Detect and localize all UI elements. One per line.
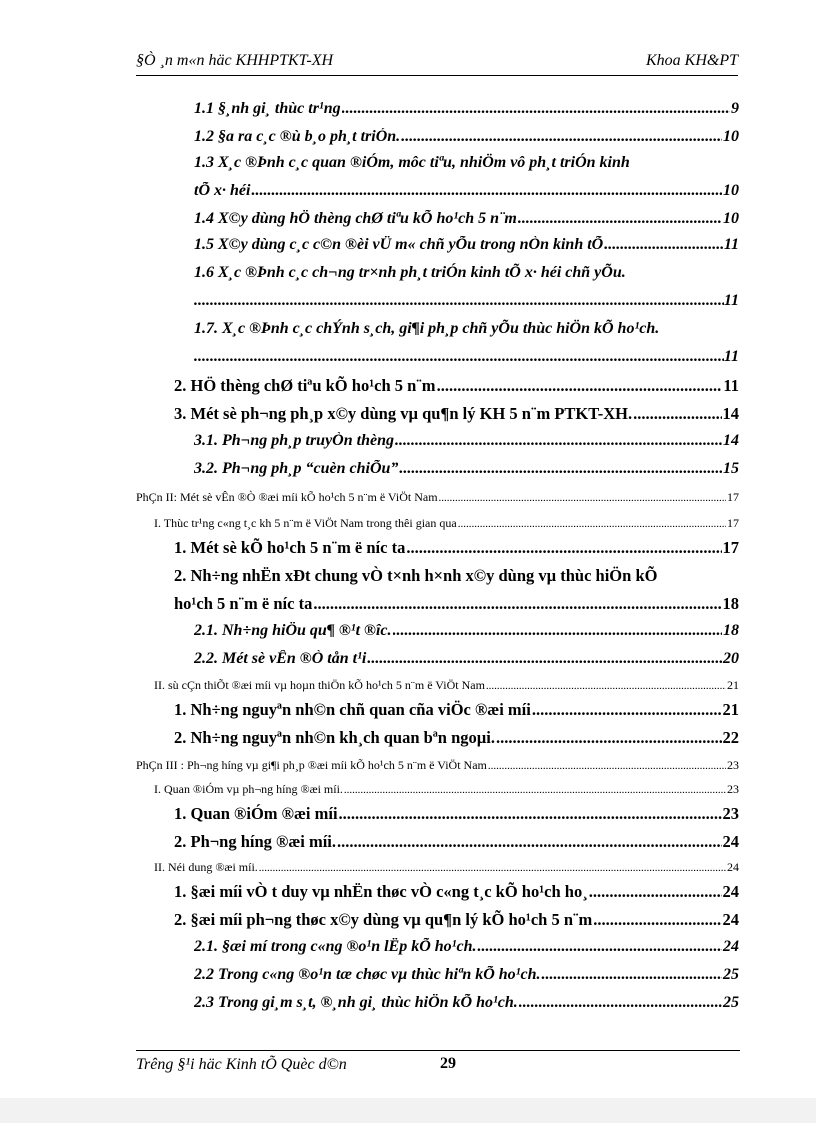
- toc-entry-continued[interactable]: tÕ x· héi ..... 10: [194, 182, 739, 200]
- toc-page-number: 24: [723, 938, 739, 955]
- toc-entry-continued[interactable]: ho¹ch 5 n¨m ë níc ta ..... 18: [174, 594, 739, 614]
- toc-entry[interactable]: 2. §æi míi ph¬ng thøc x©y dùng vµ qu¶n lý kÕ ho¹ch 5 n¨m ..... 24: [174, 910, 739, 930]
- footer-university: Trêng §¹i häc Kinh tÕ Quèc d©n: [136, 1056, 347, 1073]
- toc-entry[interactable]: 1.1 §¸nh gi¸ thùc tr¹ng ..... 9: [194, 100, 739, 118]
- toc-page-number: 17: [722, 538, 739, 557]
- toc-page-number: 24: [722, 832, 739, 851]
- toc-page-number: 21: [722, 700, 739, 719]
- toc-entry[interactable]: 1.6 X¸c ®Þnh c¸c ch¬ng tr×nh ph¸t triÓn kinh tÕ x· héi chñ yÕu.: [194, 264, 626, 281]
- toc-entry[interactable]: PhÇn II: Mét sè vÊn ®Ò ®æi míi kÕ ho¹ch 5 n¨m ë ViÖt Nam ..... 17: [136, 490, 739, 505]
- toc-entry[interactable]: I. Quan ®iÓm vµ ph¬ng híng ®æi míi. ..... 23: [154, 782, 739, 797]
- toc-page-number: 20: [723, 650, 739, 667]
- toc-page-number: 24: [722, 910, 739, 929]
- toc-entry[interactable]: 1.5 X©y dùng c¸c c©n ®èi vÜ m« chñ yÕu trong nÒn kinh tÕ ..... 11: [194, 236, 739, 254]
- footer-page-number: 29: [440, 1055, 456, 1072]
- toc-page-number: 18: [723, 622, 739, 639]
- toc-entry[interactable]: II. sù cÇn thiÕt ®æi míi vµ hoµn thiÖn kÕ ho¹ch 5 n¨m ë ViÖt Nam ..... 21: [154, 678, 739, 693]
- header-rule: [136, 75, 738, 76]
- toc-entry[interactable]: 1. Quan ®iÓm ®æi míi ..... 23: [174, 804, 739, 824]
- header-faculty: Khoa KH&PT: [645, 52, 738, 69]
- toc-page-number: 10: [723, 182, 739, 199]
- toc-entry[interactable]: 2. Nh÷ng nhËn xÐt chung vÒ t×nh h×nh x©y dùng vµ thùc hiÖn kÕ: [174, 566, 658, 585]
- toc-entry[interactable]: 3. Mét sè ph¬ng ph¸p x©y dùng vµ qu¶n lý KH 5 n¨m PTKT-XH. ..... 14: [174, 404, 739, 424]
- toc-entry[interactable]: 2.2 Trong c«ng ®o¹n tæ chøc vµ thùc hiªn kÕ ho¹ch. ..... 25: [194, 966, 739, 984]
- toc-entry[interactable]: 1.4 X©y dùng hÖ thèng chØ tiªu kÕ ho¹ch 5 n¨m ..... 10: [194, 210, 739, 228]
- toc-page-number: 21: [727, 678, 739, 692]
- toc-entry[interactable]: I. Thùc tr¹ng c«ng t¸c kh 5 n¨m ë ViÖt Nam trong thêi gian qua ..... 17: [154, 516, 739, 531]
- toc-page-number: 15: [723, 460, 739, 477]
- page-header: [136, 48, 738, 76]
- toc-page-number: 23: [722, 804, 739, 823]
- toc-entry[interactable]: 1.7. X¸c ®Þnh c¸c chÝnh s¸ch, gi¶i ph¸p chñ yÕu thùc hiÖn kÕ ho¹ch.: [194, 320, 660, 337]
- toc-entry-continued[interactable]: [194, 292, 739, 310]
- toc-page-number: 23: [727, 782, 739, 796]
- toc-entry[interactable]: 2. Nh÷ng nguyªn nh©n kh¸ch quan bªn ngoµi. ..... 22: [174, 728, 739, 748]
- toc-entry[interactable]: 1.2 §a ra c¸c ®ù b¸o ph¸t triÓn. ..... 10: [194, 128, 739, 146]
- toc-entry[interactable]: 3.1. Ph¬ng ph¸p truyÒn thèng ..... 14: [194, 432, 739, 450]
- toc-entry[interactable]: 2.3 Trong gi¸m s¸t, ®¸nh gi¸ thùc hiÖn kÕ ho¹ch. ..... 25: [194, 994, 739, 1012]
- toc-entry-continued[interactable]: [194, 348, 739, 366]
- toc-page-number: 11: [723, 376, 739, 395]
- toc-page-number: 23: [727, 758, 739, 772]
- toc-entry[interactable]: 3.2. Ph¬ng ph¸p “cuèn chiÕu” ..... 15: [194, 460, 739, 478]
- toc-page-number: 25: [723, 966, 739, 983]
- toc-entry[interactable]: PhÇn III : Ph¬ng híng vµ gi¶i ph¸p ®æi míi kÕ ho¹ch 5 n¨m ë ViÖt Nam ..... 23: [136, 758, 739, 773]
- toc-page-number: 22: [722, 728, 739, 747]
- toc-page-number: 25: [723, 994, 739, 1011]
- toc-page-number: 17: [727, 516, 739, 530]
- toc-entry[interactable]: 2.1. §æi mí trong c«ng ®o¹n lËp kÕ ho¹ch. ..... 24: [194, 938, 739, 956]
- page-bottom-margin: [0, 1098, 816, 1123]
- toc-page-number: 24: [727, 860, 739, 874]
- toc-page-number: 10: [723, 210, 739, 227]
- toc-entry[interactable]: 1. Nh÷ng nguyªn nh©n chñ quan cña viÖc ®æi míi ..... 21: [174, 700, 739, 720]
- toc-page-number: 11: [723, 236, 739, 253]
- page-footer: [136, 1050, 740, 1080]
- toc-entry[interactable]: 1.3 X¸c ®Þnh c¸c quan ®iÓm, môc tiªu, nhiÖm vô ph¸t triÓn kinh: [194, 154, 630, 171]
- toc-page-number: 18: [722, 594, 739, 613]
- header-course-title: §Ò ¸n m«n häc KHHPTKT-XH: [136, 52, 334, 69]
- toc-entry[interactable]: 1. §æi míi vÒ t duy vµ nhËn thøc vÒ c«ng t¸c kÕ ho¹ch ho¸ ..... 24: [174, 882, 739, 902]
- toc-page-number: 10: [723, 128, 739, 145]
- toc-entry[interactable]: 2.1. Nh÷ng hiÖu qu¶ ®¹t ®îc. ..... 18: [194, 622, 739, 640]
- toc-page-number: 9: [731, 100, 739, 117]
- toc-page-number: 11: [723, 348, 739, 365]
- toc-entry[interactable]: 2.2. Mét sè vÊn ®Ò tån t¹i ..... 20: [194, 650, 739, 668]
- toc-page-number: 14: [723, 432, 739, 449]
- toc-page-number: 11: [723, 292, 739, 309]
- toc-entry[interactable]: II. Néi dung ®æi míi. ..... 24: [154, 860, 739, 875]
- toc-page-number: 17: [727, 490, 739, 504]
- toc-entry[interactable]: 2. Ph¬ng híng ®æi míi. ..... 24: [174, 832, 739, 852]
- toc-page-number: 14: [722, 404, 739, 423]
- toc-page-number: 24: [722, 882, 739, 901]
- toc-entry[interactable]: 1. Mét sè kÕ ho¹ch 5 n¨m ë níc ta ..... 17: [174, 538, 739, 558]
- toc-entry[interactable]: 2. HÖ thèng chØ tiªu kÕ ho¹ch 5 n¨m ..... 11: [174, 376, 739, 396]
- footer-rule: [136, 1050, 740, 1051]
